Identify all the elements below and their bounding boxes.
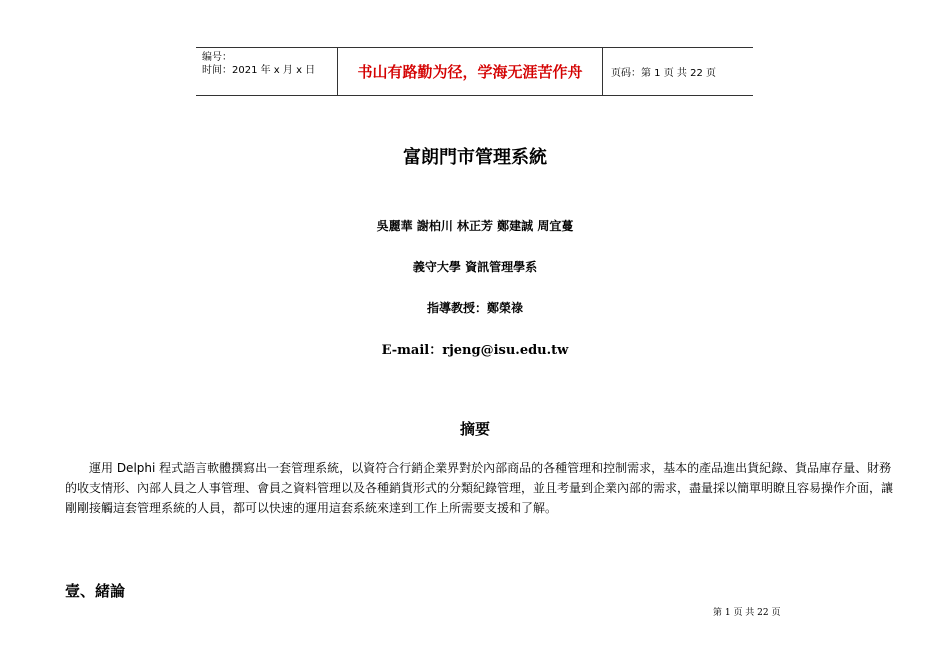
advisor: 指導教授：鄭榮祿 [426, 301, 523, 315]
serial-number-label: 编号： [202, 52, 232, 63]
date-line: 时间：2021 年 x 月 x 日 [202, 65, 316, 76]
page-header-table [196, 47, 753, 96]
abstract-text: 運用 Delphi 程式語言軟體撰寫出一套管理系統，以資符合行銷企業界對於內部商品的各種管理和控制需求，基本的產品進出貨紀錄、貨品庫存量、財務的收支情形、內部人員之人事管理、會員之資料管理以及各種銷貨形式的分類紀錄管理，並且考量到企業內部的需求，盡量採以簡單明瞭且容易操作介面，讓剛剛接觸這套管理系統的人員，都可以快速的運用這套系統來達到工作上所需要支援和了解。 [65, 461, 894, 515]
header-motto-cell [338, 48, 603, 95]
header-meta-cell [196, 48, 338, 95]
section-heading: 壹、緒論 [65, 582, 126, 600]
header-page-cell [603, 48, 753, 95]
footer-page-number: 第 1 页 共 22 页 [713, 608, 781, 618]
affiliation: 義守大學 資訊管理學系 [412, 260, 538, 274]
author-list: 吳麗華 謝柏川 林正芳 鄭建誠 周宜蔓 [376, 219, 574, 233]
abstract-heading: 摘要 [459, 420, 490, 438]
abstract-body [65, 458, 895, 518]
header-page-info: 页码：第 1 页 共 22 页 [611, 68, 716, 79]
paper-title: 富朗門市管理系統 [403, 147, 547, 168]
contact-email: E-mail：rjeng@isu.edu.tw [381, 343, 569, 358]
motto-text: 书山有路勤为径，学海无涯苦作舟 [357, 63, 583, 81]
